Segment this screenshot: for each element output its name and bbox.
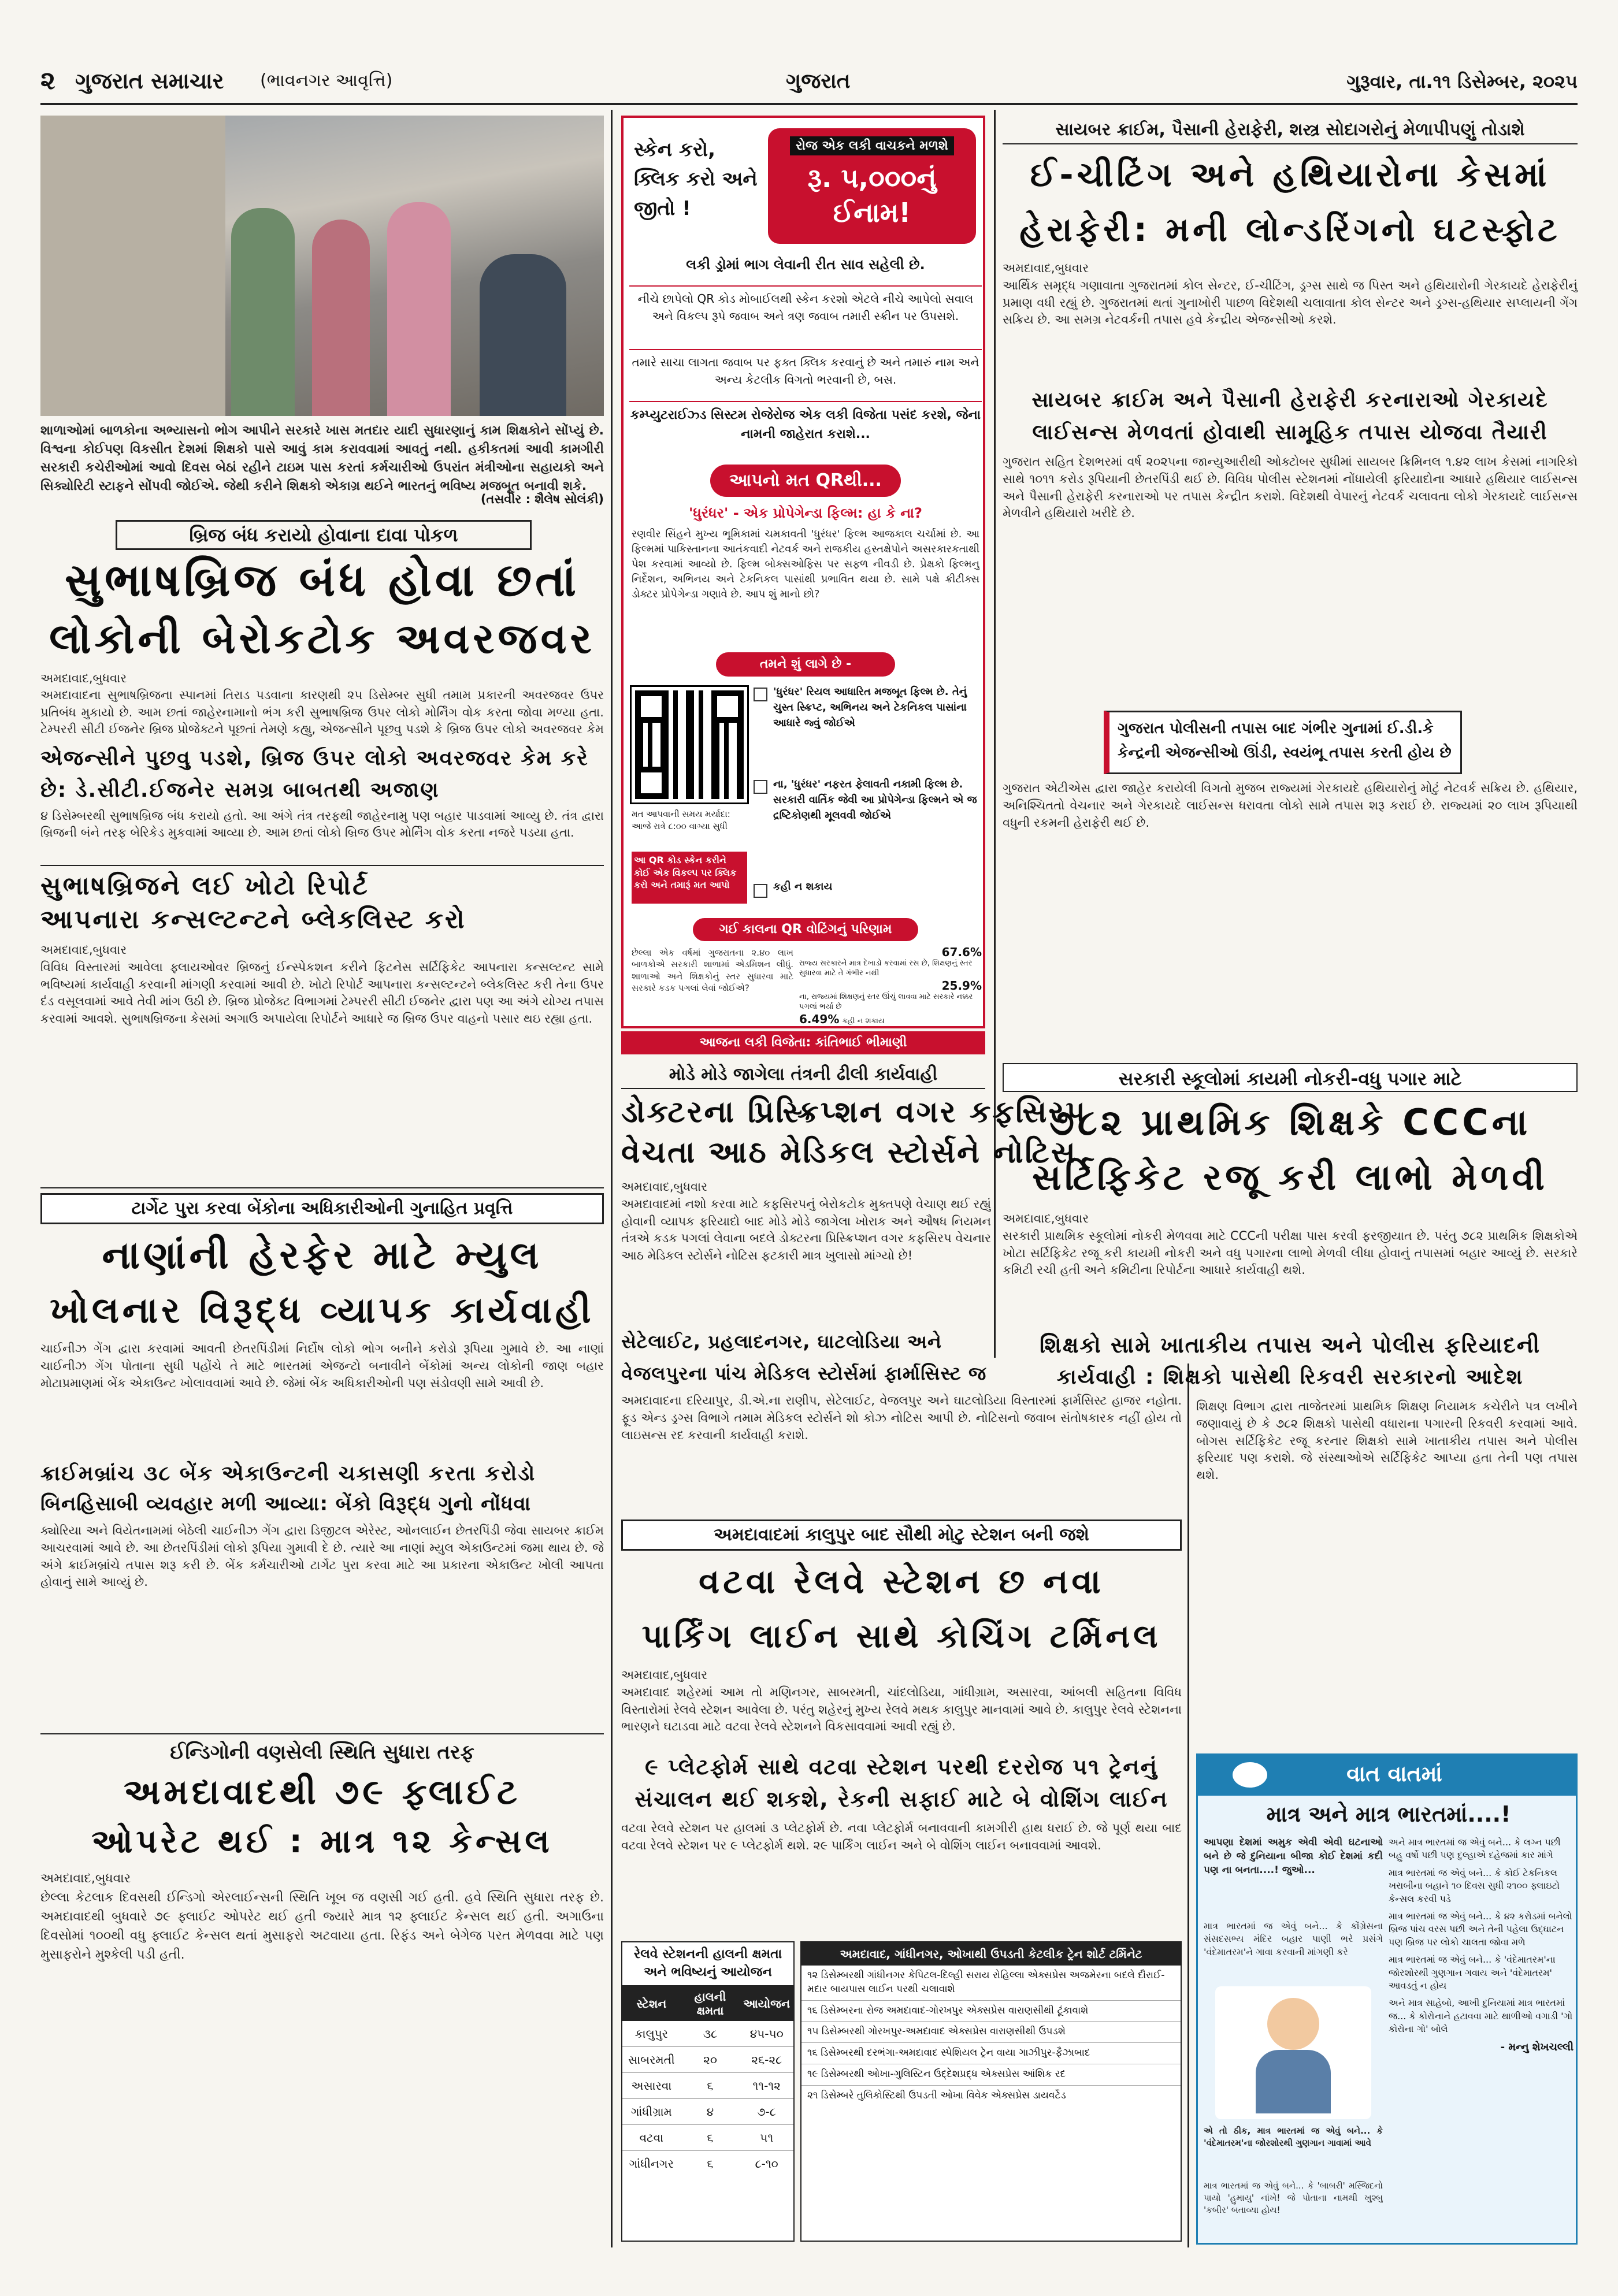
cyber-kicker: સાયબર ક્રાઈમ, પૈસાની હેરાફેરી, શસ્ત્ર સોદાગરોનું મેળાપીપણું તોડાશે [1003,116,1578,144]
doctor-headline: ડોક્ટરના પ્રિસ્ક્રિપ્શન વગર કફસિરપ [621,1095,1088,1130]
prize-amount: રૂ. ૫,૦૦૦નું ઈનામ! [807,162,937,228]
table-cell: વટવા [622,2124,681,2150]
table-cell: ૨૬-૨૮ [740,2046,793,2072]
table-cell: સાબરમતી [622,2046,681,2072]
vaat-item: માત્ર ભારતમાં જ એવું બને... કે 'વંદેમાતરમ'ના જોરશોરથી ગુણગાન ગવાય અને 'વંદેમાતરમ' આવડતું ન હોય [1389,1954,1556,1991]
vaat-item: માત્ર ભારતમાં જ એવું બને... કે કોઈ ટેકનિકલ ખરાબીના બહાને ૧૦ દિવસ સુધી ૨૧૦૦ ફ્લાઇટો કેન્સલ કરવી પડે [1389,1867,1560,1904]
photo-person [231,208,295,416]
table-row [622,2098,793,2124]
option-checkbox[interactable] [754,688,767,701]
result-pct: 6.49% [799,1012,840,1026]
option-text[interactable]: 'ધુરંધર' રિયલ આધારિત મજબૂત ફિલ્મ છે. તેનું ચુસ્ત સ્ક્રિપ્ટ, અભિનય અને ટેકનિકલ પાસાંના આધારે જ્વું જોઈએ [773,686,967,729]
table-row [622,2046,793,2072]
indigo-headline: ઓપરેટ થઈ : માત્ર ૧૨ કેન્સલ [91,1823,553,1860]
bridge-body: અમદાવાદ,બુધવાર અમદાવાદના સુભાષબ્રિજના સ્પાનમાં તિરાડ પડવાના કારણથી ૨૫ ડિસેમ્બર સુધી તમામ પ્રકારની અવરજવર ઉપર પ્રતિબંધ મુકાયો છે. આમ છતાં જાહેરનામાનો ભંગ કરી સુભાષબ્રિજ ઉપર લોકો મોર્નિંગ વોક કરતા જોવા મળ્યા હતા. ટેમ્પરરી સીટી ઈજનેર બ્રિજ પ્રોજેક્ટને પૂછતાં તેમણે કહ્યુ, એજન્સીને પૂછવુ પડશે કે બ્રિજ ઉપર લોકો અવરજવર કેમ [40,671,604,737]
contractor-headline: સુભાષબ્રિજને લઈ ખોટો રિપોર્ટ [40,871,369,901]
qr-code[interactable] [632,687,747,803]
cartoon-figure [1267,1998,1319,2050]
table-cell: ૨૦ [681,2046,740,2072]
cyber-subhead: સાયબર ક્રાઈમ અને પૈસાની હેરાફેરી કરનારાઓ ગેરકાયદે [1031,388,1549,412]
winner-banner: આજના લકી વિજેતા: કાંતિભાઈ ભીમાણી [621,1031,985,1054]
train-box-title: અમદાવાદ, ગાંધીનગર, ઓખાથી ઉપડતી કેટલીક ટ્રેન શોર્ટ ટર્મિનેટ [801,1942,1181,1966]
table-row [622,2150,793,2176]
vatva-subhead: ૯ પ્લેટફોર્મ સાથે વટવા સ્ટેશન પરથી દરરોજ ૫૧ ટ્રેનનું [645,1754,1158,1779]
results-question: છેલ્લા એક વર્ષમાં ગુજરાતના ૨.૪૦ લાખ બાળકોએ સરકારી શાળામાં એડમિશન લીધું. શાળાઓ અને શિક્ષકોનું સ્તર સુધારવા માટે સરકારે કડક પગલાં લેવાં જોઈએ? [632,948,793,993]
table-cell: અસારવા [622,2072,681,2098]
vaat-item: માત્ર ભારતમાં જ એવું બને... કે ૪૨ કરોડમાં બનેલો બ્રિજ પાંચ વરસ પછી અને તેની પહેલા ઉદ્ઘાટન પણ બ્રિજ પર લોકો ચાલતા જોવા મળે [1389,1910,1572,1948]
table-cell: ૬ [707,2156,714,2171]
table-cell: ગાંધીનગર [629,2156,674,2171]
mule-body: ચાઈનીઝ ગેંગ દ્વારા કરવામાં આવતી છેતરપિંડીમાં નિર્દોષ લોકો ભોગ બનીને કરોડો રૂપિયા ગુમાવે છે. આ નાણાં ચાઈનીઝ ગેંગ પોતાના સુધી પહોંચે તે માટે ભારતમાં એજન્ટો બનાવીને બેંકોમાં અન્ય લોકોની જાણ બહાર મોટાપ્રમાણમાં બેંક એકાઉન્ટ ખોલાવવામાં આવે છે. જેમાં બેંક અધિકારીઓની પણ સંડોવણી સામે આવી છે. [40,1342,604,1390]
masthead-rule [40,103,1578,105]
train-item: ૧૬ ડિસેમ્બરના રોજ અમદાવાદ-ગોરખપુર એક્સપ્રેસ વારાણસીથી ટૂંકાવાશે [801,2001,1181,2022]
mule-headline: નાણાંની હેરફેર માટે મ્યુલ [102,1233,543,1277]
results-list [799,945,982,1026]
column-rule [611,110,613,2247]
table-cell: ૮-૧૦ [755,2156,778,2171]
train-box [800,1941,1182,2242]
table-cell: ૭-૮ [740,2098,793,2124]
vatva-headline: વટવા રેલવે સ્ટેશન છ નવા [699,1562,1104,1601]
qr-finder [711,690,744,723]
divider [40,865,604,866]
table-cell: ૬ [681,2072,740,2098]
date: ગુરૂવાર, તા.૧૧ ડિસેમ્બર, ૨૦૨૫ [1346,70,1578,92]
vaat-item: અને માત્ર ભારતમાં જ એવું બને... કે લગ્ન પછી બહુ વર્ષો પછી પણ દુલ્હાએ દહેજમાં કાર માંગે [1389,1837,1561,1861]
section-name: ગુજરાત [786,69,851,93]
cyber-body2: ગુજરાત સહિત દેશભરમાં વર્ષ ૨૦૨૫ના જાન્યુઆરીથી ઓક્ટોબર સુધીમાં સાયબર ક્રિમિનલ ૧.૪૨ લાખ કેસમાં નાગરિકો સાથે ૧૦૧૧ કરોડ રૂપિયાની છેતરપિંડી થઈ છે. વિવિધ પોલીસ સ્ટેશનમાં નોંધાયેલી ફરિયાદોના આધારે હથિયાર લાઈસન્સ અને પૈસાની હેરાફેરી કરનારાઓ પર તપાસ કેન્દ્રીત કરાશે. વિદેશથી વેપારનું નેટવર્ક ચલાવતા લોકો ગેરકાયદે લાઈસન્સ મેળવીને હથિયારો ખરીદે છે. [1003,455,1578,521]
vaat-intro: આપણા દેશમાં અમુક એવી એવી ઘટનાઓ બને છે જે દુનિયાના બીજા કોઈ દેશમાં કદી પણ ના બનતા....! જુઓ... [1204,1837,1383,1876]
cyber-headline: હેરાફેરી: મની લોન્ડરિંગનો ઘટસ્ફોટ [1019,210,1561,249]
indigo-body: અમદાવાદ,બુધવાર છેલ્લા કેટલાક દિવસથી ઈન્ડિગો એરલાઈન્સની સ્થિતિ ખૂબ જ વણસી ગઈ હતી. હવે સ્થિતિ સુધારા તરફ છે. અમદાવાદથી બુધવારે ૭૯ ફ્લાઈટ ઓપરેટ થઈ હતી જ્યારે માત્ર ૧૨ ફ્લાઈટ કેન્સલ થઈ હતી. અગાઉના દિવસોમાં ૧૦૦થી વધુ ફ્લાઈટ કેન્સલ થતાં મુસાફરો અટવાયા હતા. રિફંડ અને બેગેજ પરત મેળવવા માટે પણ મુસાફરોને મુશ્કેલી પડી હતી. [40,1871,604,1962]
result-pct: 25.9% [941,978,982,993]
bridge-body2: ૪ ડિસેમ્બરથી સુભાષબ્રિજ બંધ કરાયો હતો. આ અંગે તંત્ર તરફથી જાહેરનામુ પણ બહાર પાડવામાં આવ્યુ છે. તંત્ર દ્વારા બ્રિજની બંને તરફ બેરિકેડ મુકવામાં આવ્યા છે. આમ છતાં લોકો બ્રિજ ઉપર મોર્નિંગ વોક કરતા નજરે પડયા હતા. [40,809,604,840]
cyber-box: ગુજરાત પોલીસની તપાસ બાદ ગંભીર ગુનામાં ઈ.ડી.કે કેન્દ્રની એજન્સીઓ ઊંડી, સ્વયંભૂ તપાસ કરતી હોય છે [1104,711,1462,774]
cartoon-figure [1256,2050,1331,2113]
vatva-table [621,1941,795,2242]
vaat-box [1196,1753,1578,2245]
column-rule [1187,1364,1189,2247]
indigo-kicker: ઈન્ડિગોની વણસેલી સ્થિતિ સુધારા તરફ [170,1741,474,1764]
result-label: રાજ્ય સરકારને માત્ર દેખાડો કરવામાં રસ છે, શિક્ષણનું સ્તર સુધારવા માટે તે ગંભીર નથી [799,959,973,978]
vatva-body2: વટવા રેલવે સ્ટેશન પર હાલમાં ૩ પ્લેટફોર્મ છે. નવા પ્લેટફોર્મ બનાવવાની કામગીરી હાથ ધરાઈ છે. જે પૂર્ણ થયા બાદ વટવા રેલવે સ્ટેશન પર ૯ પ્લેટફોર્મ થશે. ૨૯ પાર્કિંગ લાઈન અને બે વોશિંગ લાઈન બનાવવામાં આવશે. [621,1821,1182,1852]
question-title: 'ધુરંધર' - એક પ્રોપેગેન્ડા ફિલ્મ: હા કે ના? [689,505,922,521]
ccc-body2: શિક્ષણ વિભાગ દ્વારા તાજેતરમાં પ્રાથમિક શિક્ષણ નિયામક કચેરીને પત્ર લખીને જણાવાયું છે કે ૭૮૨ શિક્ષકો પાસેથી વધારાના પગારની રિકવરી કરવામાં આવે. બોગસ સર્ટિફિકેટ રજૂ કરનાર શિક્ષકો સામે ખાતાકીય તપાસ અને પોલીસ ફરિયાદ પણ કરાશે. જે સંસ્થાઓએ સર્ટિફિકેટ આપ્યા હતા તેની પણ તપાસ થશે. [1196,1399,1578,1483]
divider [40,1733,604,1734]
paper-name: ગુજરાત સમાચાર [75,68,224,94]
vatva-body: અમદાવાદ,બુધવાર અમદાવાદ શહેરમાં આમ તો મણિનગર, સાબરમતી, ચાંદલોડિયા, ગાંધીગ્રામ, અસારવા, આંબલી સહિતના વિવિધ વિસ્તારોમાં રેલવે સ્ટેશન આવેલા છે. પરંતુ શહેરનું મુખ્ય રેલવે મથક કાલુપુર માનવામાં આવે છે. કાલુપુર રેલવે સ્ટેશનના ભારણને ઘટાડવા માટે વટવા રેલવે સ્ટેશનને વિકસાવવામાં આવી રહ્યું છે. [621,1668,1182,1734]
ccc-body: અમદાવાદ,બુધવાર સરકારી પ્રાથમિક સ્કૂલોમાં નોકરી મેળવવા માટે CCCની પરીક્ષા પાસ કરવી ફરજીયાત છે. પરંતુ ૭૮૨ પ્રાથમિક શિક્ષકોએ ખોટા સર્ટિફિકેટ રજૂ કરી કાયમી નોકરી અને વધુ પગારના લાભો મેળવી લીધા હોવાનું તપાસમાં બહાર આવ્યું છે. સરકારે કમિટી રચી હતી અને કમિટીના રિપોર્ટના આધારે કાર્યવાહી થશે. [1003,1212,1578,1277]
table-cell: ગાંધીગ્રામ [622,2098,681,2124]
divider [40,1187,604,1188]
question-body: રણવીર સિંહને મુખ્ય ભૂમિકામાં ચમકાવતી 'ધુરંધર' ફિલ્મ આજકાલ ચર્ચામાં છે. આ ફિલ્મમાં પાકિસ્તાનના આતંકવાદી નેટવર્ક અને રાજકીય હસ્તક્ષેપોને અસરકારકતાથી પેશ કરવામાં આવ્યો છે. ફિલ્મ બોક્સઓફિસ પર સફળ નીવડી છે. પ્રેક્ષકો ફિલ્મનુ નિર્દેશન, અભિનય અને ટેકનિકલ પાસાંથી પ્રભાવિત થયા છે. સામે પક્ષે ક્રીટીક્સ ડોક્ટર પ્રોપેગેન્ડા ગણાવે છે. આપ શું માનો છો? [632,528,979,601]
vaat-title-bar [1198,1755,1576,1796]
qr-hint: આ QR કોડ સ્કેન કરીને કોઈ એક વિકલ્પ પર ક્લિક કરો અને તમારૂં મત આપો [632,852,747,904]
vaat-item: માત્ર ભારતમાં જ એવું બને... કે કોંગ્રેસના સંસદસભ્ય મંદિર બહાર પાણી ભરે પ્રસંગે 'વંદેમાતરમ'ને ગાવા કરવાની માંગણી કરે [1204,1920,1383,1957]
masthead [40,64,1578,98]
photo-person [312,220,370,416]
table-header-row [622,1986,793,2021]
vaat-author: - મન્નુ શેખચલ્લી [1500,2041,1574,2054]
table-cell: ૪૫-૫૦ [740,2021,793,2047]
cyber-body3: ગુજરાત એટીએસ દ્વારા જાહેર કરાયેલી વિગતો મુજબ રાજ્યમાં ગેરકાયદે હથિયારોનું મોટું નેટવર્ક સક્રિય છે. હથિયાર, અનિશ્ચિતતો વેચનાર અને ગેરકાયદે લાઈસન્સ ધરાવતા લોકો સામે તપાસ શરૂ કરાઈ છે. રાજ્યમાં ૨૦ લાખ રૂપિયાથી વધુની રકમની હેરાફેરી થઈ છે. [1003,781,1578,830]
doctor-body: અમદાવાદ,બુધવાર અમદાવાદમાં નશો કરવા માટે કફસિરપનું બેરોકટોક મુક્તપણે વેચાણ થઈ રહ્યું હોવાની વ્યાપક ફરિયાદો બાદ મોડે મોડે જાગેલા ખોરાક અને ઔષધ નિયમન તંત્રએ કડક પગલાં લેવાના બદલે ડોક્ટરના પ્રિસ્ક્રિપ્શન વગર કફસિરપ વેચનાર આઠ મેડિકલ સ્ટોર્સને નોટિસ ફટકારી માત્ર ખુલાસો માંગ્યો છે! [621,1180,991,1263]
scan-text: સ્કેન કરો, ક્લિક કરો અને જીતો ! [634,138,758,220]
vatva-kicker: અમદાવાદમાં કાલુપુર બાદ સૌથી મોટુ સ્ટેશન બની જશે [621,1519,1182,1551]
photo-person [480,254,566,416]
contest-step: નીચે છાપેલો QR કોડ મોબાઈલથી સ્કેન કરશો એટલે નીચે આપેલો સવાલ અને વિકલ્પ રૂપે જવાબ અને ત્રણ જવાબ તમારી સ્ક્રીન પર ઉપસશે. [629,285,982,343]
cyber-headline: ઈ-ચીટિંગ અને હથિયારોના કેસમાં [1030,155,1550,194]
table-header-cell: આયોજન [743,1996,790,2011]
news-photo [40,116,604,416]
mule-subhead: ક્રાઈમબ્રાંચ ૩૮ બેંક એકાઉન્ટની ચકાસણી કરતા કરોડો [40,1462,536,1485]
table-cell: ૪ [681,2098,740,2124]
edition: (ભાવનગર આવૃત્તિ) [260,70,393,91]
train-item: ૧૫ ડિસેમ્બરથી ગોરખપુર-અમદાવાદ એક્સપ્રેસ વારાણસીથી ઉપડશે [801,2022,1181,2043]
table-title: રેલવે સ્ટેશનની હાલની ક્ષમતા અને ભવિષ્યનું આયોજન [622,1942,793,1986]
vaat-items-right [1389,1836,1574,2235]
option-list [754,684,982,915]
option-text[interactable]: ના, 'ધુરંધર' નફરત ફેલાવતી નકામી ફિલ્મ છે. સરકારી વાર્તિક જેવી આ પ્રોપેગેન્ડા ફિલ્મને એ જ દ્રષ્ટિકોણથી મૂલવવી જોઈએ [773,778,977,822]
ccc-kicker: સરકારી સ્કૂલોમાં કાયમી નોકરી-વધુ પગાર માટે [1003,1063,1578,1092]
photo-caption: શાળાઓમાં બાળકોના અભ્યાસનો ભોગ આપીને સરકારે ખાસ મતદાર યાદી સુધારણાનું કામ શિક્ષકોને સોંપ્યું છે. વિશ્વના કોઈપણ વિકસીત દેશમાં શિક્ષકો પાસે આવું કામ કરાવવામાં આવતું નથી. હકીકતમાં આવી કામગીરી સરકારી કચેરીઓમાં આવો દિવસ બેઠાં રહીને ટાઇમ પાસ કરતાં કર્મચારીઓ ઉપરાંત મંત્રીઓના સહાયકો અને સિક્યોરિટી સ્ટાફને સોંપવી જોઈએ. જેથી કરીને શિક્ષકો એકાગ્ર થઈને ભારતનું ભવિષ્ય મજબૂત બનાવી શકે. [40,423,604,493]
train-item: ૧૨ ડિસેમ્બરથી ગાંધીનગર કેપિટલ-દિલ્હી સરાય રોહિલ્લા એક્સપ્રેસ અજમેરના બદલે દૌરાઈ-મદાર બાયપાસ લાઈન પરથી ચલાવાશે [801,1966,1181,2001]
cyber-body: અમદાવાદ,બુધવાર આર્થિક સમૃદ્ધ ગણાવાતા ગુજરાતમાં કોલ સેન્ટર, ઈ-ચીટિંગ, ડ્રગ્સ સાથે જ પિસ્ત અને હથિયારોની ગેરકાયદે હેરાફેરીનું પ્રમાણ વધી રહ્યું છે. ગુજરાતમાં થતાં ગુનાખોરી પાછળ વિદેશથી ચલાવાતા કોલ સેન્ટર અને ડ્રગ્સ-હથિયાર સપ્લાયની ગેંગ સક્રિય છે. આ સમગ્ર નેટવર્કની તપાસ હવે કેન્દ્રીય એજન્સીઓ કરશે. [1003,261,1578,327]
ccc-subhead: શિક્ષકો સામે ખાતાકીય તપાસ અને પોલીસ ફરિયાદની [1039,1332,1541,1358]
train-item: ૧૬ ડિસેમ્બરથી દરભંગા-અમદાવાદ સ્પેશિયલ ટ્રેન વાયા ગાઝીપુર-ફૈઝાબાદ [801,2043,1181,2064]
bridge-kicker: બ્રિજ બંધ કરાયો હોવાના દાવા પોકળ [116,520,532,550]
opinion-title: આપનો મત QRથી... [710,465,901,497]
cartoon-caption: એ તો ઠીક, માત્ર ભારતમાં જ એવું બને... કે 'વંદેમાતરમ'ના જોરશોરથી ગુણગાન ગાવામાં આવે [1204,2126,1383,2148]
doctor-headline: વેચતા આઠ મેડિકલ સ્ટોર્સને નોટિસ [621,1135,1077,1170]
table-cell: ૧૧-૧૨ [740,2072,793,2098]
bridge-subhead: એજન્સીને પુછવુ પડશે, બ્રિજ ઉપર લોકો અવરજવર કેમ કરે છે: ડે.સીટી.ઈજનેર સમગ્ર બાબતથી અજાણ [40,746,589,802]
contest-step: કમ્પ્યુટરાઈઝ્ડ સિસ્ટમ રોજેરોજ એક લકી વિજેતા પસંદ કરશે, જેના નામની જાહેરાત કરાશે... [629,401,982,447]
vaat-item: અને માત્ર સાહેબો, આખી દુનિયામાં માત્ર ભારતમાં જ... કે કોરોનાને હટાવવા માટે થાળીઓ વગાડી 'ગો કોરોના ગો' બોલે [1389,1997,1573,2035]
cyber-subhead: લાઈસન્સ મેળવતાં હોવાથી સામૂહિક તપાસ યોજવા તૈયારી [1032,421,1548,444]
contractor-headline: આપનારા કન્સલ્ટન્ટને બ્લેકલિસ્ટ કરો [40,905,466,934]
mule-subhead: બિનહિસાબી વ્યવહાર મળી આવ્યા: બેંકો વિરૂદ્ધ ગુનો નોંધવા [40,1492,531,1515]
option-text[interactable]: કહી ન શકાય [773,880,833,893]
table-header-cell: સ્ટેશન [636,1996,667,2011]
train-item: ૧૯ ડિસેમ્બરથી ઓખા-ગુલિસ્ટિન ઉદ્દેશપ્રદ્ધ એક્સપ્રેસ આંશિક રદ [801,2064,1181,2086]
photo-person [387,202,451,416]
page-number: ૨ [40,66,55,95]
vaat-heading: માત્ર અને માત્ર ભારતમાં....! [1266,1801,1511,1827]
results-title: ગઈ કાલના QR વોટિંગનું પરિણામ [693,918,918,941]
capacity-table [622,1986,793,2176]
hidden-items-strip [1196,2245,1578,2246]
prize-daily-label: રોજ એક લકી વાચકને મળશે [790,136,954,155]
vatva-headline: પાર્કિંગ લાઈન સાથે કોચિંગ ટર્મિનલ [641,1618,1161,1655]
result-label: ના, રાજ્યમાં શિક્ષણનું સ્તર ઊંચું લાવવા માટે સરકારે નક્કર પગલાં ભર્યા છે [799,992,973,1011]
table-cell: કાલુપુર [622,2021,681,2047]
ccc-headline: ૭૮૨ પ્રાથમિક શિક્ષકે CCCના [1049,1101,1531,1143]
mule-body2: ક્યોરિયા અને વિયેતનામમાં બેઠેલી ચાઈનીઝ ગેંગ દ્વારા ડિજીટલ એરેસ્ટ, ઓનલાઈન છેતરપિંડી જેવા સાયબર ક્રાઈમ આચરવામાં આવે છે. આ છેતરપિંડીમાં લોકો રૂપિયા ગુમાવી દે છે. ત્યારે આ નાણાં મ્યુલ એકાઉન્ટમાં જમા થાય છે. જે અંગે ક્રાઈમબ્રાંચે તપાસ શરૂ કરી છે. બેંક કર્મચારીઓ ટાર્ગેટ પુરા કરવા માટે આ પ્રકારના એકાઉન્ટ ખોલી આપતા હોવાનું સામે આવ્યું છે. [40,1524,604,1589]
mule-headline: ખોલનાર વિરૂદ્ધ વ્યાપક કાર્યવાહી [50,1289,595,1331]
prize-badge [768,128,976,244]
doctor-body2: અમદાવાદના દરિયાપુર, ડી.એ.ના રાણીપ, સેટેલાઈટ, વેજલપુર અને ઘાટલોડિયા વિસ્તારમાં ફાર્મસિસ્ટ હાજર નહોતા. ફૂડ એન્ડ ડ્રગ્સ વિભાગે તમામ મેડિકલ સ્ટોર્સને શો કોઝ નોટિસ આપી છે. નોટિસનો જવાબ સંતોષકારક નહીં હોય તો લાઇસન્સ રદ કરવાની કાર્યવાહી કરાશે. [621,1394,1182,1442]
table-cell: ૬ [681,2124,740,2150]
ccc-subhead: કાર્યવાહી : શિક્ષકો પાસેથી રિકવરી સરકારનો આદેશ [1056,1365,1524,1389]
bridge-headline: લોકોની બેરોકટોક અવરજવર [49,614,595,663]
qr-finder [635,767,667,799]
vatva-subhead: સંચાલન થઈ શકશે, રેકની સફાઈ માટે બે વોશિંગ લાઈન [634,1786,1168,1812]
option-checkbox[interactable] [754,884,767,898]
your-opinion-label: તમને શું લાગે છે - [716,652,895,677]
doctor-kicker: મોડે મોડે જાગેલા તંત્રની ઢીલી કાર્યવાહી [621,1060,985,1089]
qr-finder [635,690,667,723]
contractor-body: અમદાવાદ,બુધવાર વિવિધ વિસ્તારમાં આવેલા ફ્લાયઓવર બ્રિજનું ઈન્સ્પેકશન કરીને ફિટનેસ સર્ટિફિકેટ આપનારા કન્સલ્ટન્ટ સામે ભવિષ્યમાં કાર્યવાહી કરવાની માંગણી કરવામાં આવી છે. ખોટો રિપોર્ટ આપનારા કન્સલ્ટન્ટને બ્લેકલિસ્ટ કરી તેના ઉપર દંડ વસૂલવામાં આવે તેવી માંગ ઉઠી છે. બ્રિજ પ્રોજેક્ટ વિભાગમાં ટેમ્પરરી સીટી ઈજનેર દ્વારા પણ આ અંગે યોગ્ય તપાસ કરવામાં આવશે. સુભાષબ્રિજના કેસમાં અગાઉ અપાયેલા રિપોર્ટને આધારે જ બ્રિજ ઉપર વાહનો પસાર થઇ રહ્યા હતા. [40,943,604,1026]
doctor-subhead: સેટેલાઈટ, પ્રહલાદનગર, ઘાટલોડિયા અને વેજલપુરના પાંચ મેડિકલ સ્ટોર્સમાં ફાર્માસિસ્ટ જ [621,1331,987,1384]
contest-box [621,116,985,1028]
mule-kicker: ટાર્ગેટ પુરા કરવા બેંકોના અધિકારીઓની ગુનાહિત પ્રવૃત્તિ [40,1193,604,1224]
cartoon-caption: માત્ર ભારતમાં જ એવું બને... કે 'બાબરી' મસ્જિદનો પાયો 'હુમાયુ' નાંખે! જે પોતાના નામથી ખુશ્બુ 'કબીર' બતાવ્યા હોય! [1204,2180,1383,2215]
vote-deadline: મત આપવાની સમય મર્યાદા: આજે રાત્રે ૮:૦૦ વાગ્યા સુધી [632,809,730,831]
photo-wall [40,116,225,416]
table-cell: ૫૧ [740,2124,793,2150]
photo-credit: (તસવીર : શૈલેષ સોલંકી) [480,492,604,506]
table-header-cell: હાલની ક્ષમતા [694,1989,726,2018]
train-item: ૨૧ ડિસેમ્બરે તુલિકોસ્ટિથી ઉપડતી ઓખા વિવેક એક્સપ્રેસ ડાયવર્ટેડ [807,2089,1066,2101]
table-row [622,2021,793,2047]
speech-icon [1233,1762,1267,1788]
bridge-headline: સુભાષબ્રિજ બંધ હોવા છતાં [64,555,580,607]
indigo-headline: અમદાવાદથી ૭૯ ફ્લાઈટ [124,1772,521,1812]
table-cell: ૩૮ [681,2021,740,2047]
contest-step: તમારે સાચા લાગતા જવાબ પર ફક્ત ક્લિક કરવાનું છે અને તમારું નામ અને અન્ય કેટલીક વિગતો ભરવાની છે, બસ. [629,349,982,395]
table-row [622,2072,793,2098]
vaat-title: વાત વાતમાં [1346,1761,1442,1786]
contest-howto: લકી ડ્રોમાં ભાગ લેવાની રીત સાવ સહેલી છે. [686,257,925,273]
option-checkbox[interactable] [754,780,767,794]
result-pct: 67.6% [941,945,982,959]
result-label: કહી ન શકાય [842,1016,885,1026]
ccc-headline: સર્ટિફિકેટ રજૂ કરી લાભો મેળવી [1032,1156,1548,1198]
table-row [622,2124,793,2150]
cartoon-illustration [1215,1986,1371,2119]
